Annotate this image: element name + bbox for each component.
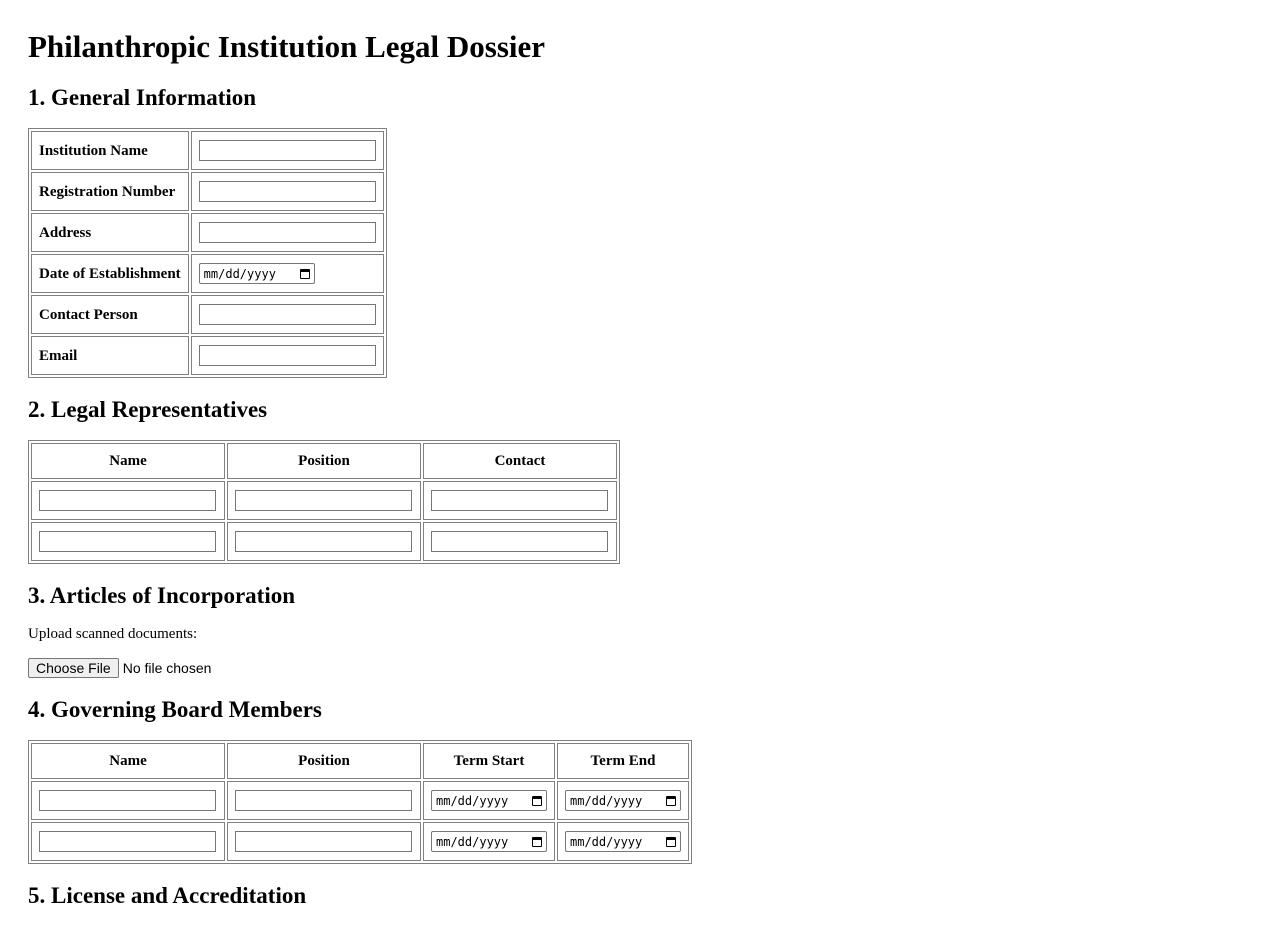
board-term-start-cell bbox=[423, 822, 555, 861]
rep-name-cell bbox=[31, 522, 225, 561]
page-title: Philanthropic Institution Legal Dossier bbox=[28, 29, 546, 64]
rep-1-position-input[interactable] bbox=[235, 490, 412, 511]
file-status: No file chosen bbox=[122, 660, 212, 676]
legal-representatives-table bbox=[28, 440, 620, 564]
date-placeholder: mm/dd/yyyy bbox=[203, 266, 276, 281]
board-position-cell bbox=[227, 822, 421, 861]
file-upload bbox=[28, 658, 1235, 678]
table-row bbox=[31, 781, 689, 820]
board-2-position-input[interactable] bbox=[235, 831, 412, 852]
institution-name-cell bbox=[191, 131, 384, 170]
board-2-term-start-input[interactable] bbox=[431, 831, 547, 852]
table-row bbox=[31, 213, 384, 252]
column-header-position: Position bbox=[227, 443, 421, 479]
board-name-cell bbox=[31, 781, 225, 820]
board-1-position-input[interactable] bbox=[235, 790, 412, 811]
board-term-start-cell bbox=[423, 781, 555, 820]
column-header-name: Name bbox=[31, 743, 225, 779]
board-members-table bbox=[28, 740, 692, 864]
address-input[interactable] bbox=[199, 222, 376, 243]
rep-name-cell bbox=[31, 481, 225, 520]
calendar-icon[interactable] bbox=[666, 796, 676, 806]
institution-name-input[interactable] bbox=[199, 140, 376, 161]
table-row bbox=[31, 254, 384, 293]
rep-2-contact-input[interactable] bbox=[431, 531, 608, 552]
rep-position-cell bbox=[227, 481, 421, 520]
rep-1-name-input[interactable] bbox=[39, 490, 216, 511]
rep-2-position-input[interactable] bbox=[235, 531, 412, 552]
table-row bbox=[31, 522, 617, 561]
board-term-end-cell bbox=[557, 822, 689, 861]
calendar-icon[interactable] bbox=[300, 269, 310, 279]
date-of-establishment-label: Date of Establishment bbox=[31, 254, 189, 293]
contact-person-cell bbox=[191, 295, 384, 334]
contact-person-input[interactable] bbox=[199, 304, 376, 325]
board-2-term-end-input[interactable] bbox=[565, 831, 681, 852]
board-1-term-start-input[interactable] bbox=[431, 790, 547, 811]
board-1-name-input[interactable] bbox=[39, 790, 216, 811]
column-header-term-start: Term Start bbox=[423, 743, 555, 779]
section-heading-license: 5. License and Accreditation bbox=[28, 883, 307, 908]
table-row bbox=[31, 822, 689, 861]
table-row bbox=[31, 295, 384, 334]
column-header-name: Name bbox=[31, 443, 225, 479]
upload-label: Upload scanned documents: bbox=[28, 626, 198, 642]
board-1-term-end-input[interactable] bbox=[565, 790, 681, 811]
date-placeholder: mm/dd/yyyy bbox=[570, 834, 643, 849]
address-label: Address bbox=[31, 213, 189, 252]
section-heading-board: 4. Governing Board Members bbox=[28, 697, 322, 722]
column-header-term-end: Term End bbox=[557, 743, 689, 779]
section-heading-articles: 3. Articles of Incorporation bbox=[28, 583, 296, 608]
rep-2-name-input[interactable] bbox=[39, 531, 216, 552]
institution-name-label: Institution Name bbox=[31, 131, 189, 170]
date-placeholder: mm/dd/yyyy bbox=[436, 793, 509, 808]
general-info-table bbox=[28, 128, 387, 378]
table-row bbox=[31, 172, 384, 211]
board-position-cell bbox=[227, 781, 421, 820]
date-of-establishment-input[interactable] bbox=[199, 263, 315, 284]
section-heading-representatives: 2. Legal Representatives bbox=[28, 397, 268, 422]
registration-number-label: Registration Number bbox=[31, 172, 189, 211]
calendar-icon[interactable] bbox=[532, 796, 542, 806]
column-header-contact: Contact bbox=[423, 443, 617, 479]
calendar-icon[interactable] bbox=[532, 837, 542, 847]
rep-contact-cell bbox=[423, 481, 617, 520]
board-2-name-input[interactable] bbox=[39, 831, 216, 852]
table-header-row bbox=[31, 443, 617, 479]
table-row bbox=[31, 481, 617, 520]
contact-person-label: Contact Person bbox=[31, 295, 189, 334]
address-cell bbox=[191, 213, 384, 252]
board-name-cell bbox=[31, 822, 225, 861]
rep-contact-cell bbox=[423, 522, 617, 561]
column-header-position: Position bbox=[227, 743, 421, 779]
registration-number-input[interactable] bbox=[199, 181, 376, 202]
email-input[interactable] bbox=[199, 345, 376, 366]
table-header-row bbox=[31, 743, 689, 779]
email-cell bbox=[191, 336, 384, 375]
rep-position-cell bbox=[227, 522, 421, 561]
date-placeholder: mm/dd/yyyy bbox=[570, 793, 643, 808]
board-term-end-cell bbox=[557, 781, 689, 820]
section-heading-general: 1. General Information bbox=[28, 85, 257, 110]
calendar-icon[interactable] bbox=[666, 837, 676, 847]
table-row bbox=[31, 131, 384, 170]
choose-file-button[interactable]: Choose File bbox=[28, 658, 119, 678]
rep-1-contact-input[interactable] bbox=[431, 490, 608, 511]
table-row bbox=[31, 336, 384, 375]
date-placeholder: mm/dd/yyyy bbox=[436, 834, 509, 849]
email-label: Email bbox=[31, 336, 189, 375]
date-of-establishment-cell bbox=[191, 254, 384, 293]
registration-number-cell bbox=[191, 172, 384, 211]
